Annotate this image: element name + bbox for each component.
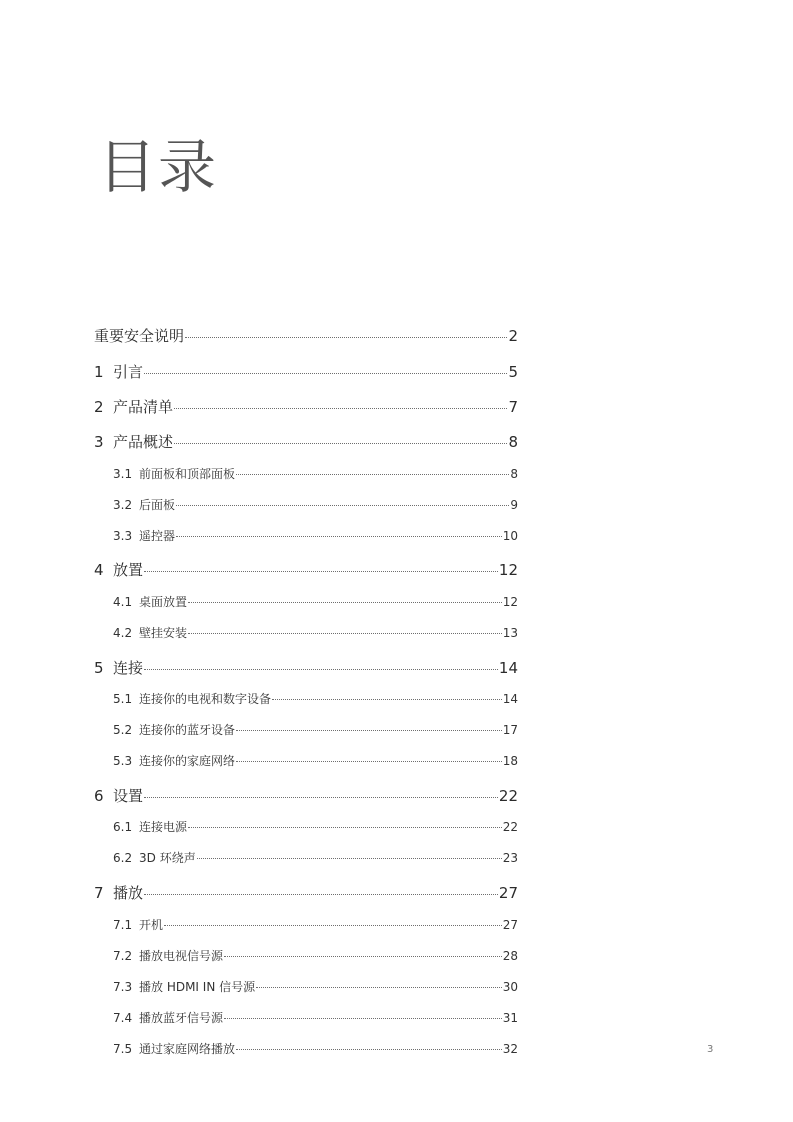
toc-subentry[interactable] (94, 978, 518, 995)
toc-leader-dots (236, 1049, 502, 1050)
toc-entry-number: 5.2 (113, 723, 133, 737)
toc-entry-number: 4 (94, 561, 104, 579)
toc-leader-dots (224, 956, 502, 957)
toc-entry-page: 17 (502, 723, 518, 737)
toc-leader-dots (144, 669, 498, 670)
toc-entry-number: 4.1 (113, 595, 133, 609)
toc-entry-number: 7.5 (113, 1042, 133, 1056)
toc-entry-page: 12 (498, 561, 518, 579)
toc-entry-page: 10 (502, 529, 518, 543)
toc-leader-dots (174, 408, 507, 409)
toc-entry-label: 连接你的电视和数字设备 (139, 692, 272, 706)
toc-leader-dots (224, 1018, 502, 1019)
toc-entry-label: 桌面放置 (139, 595, 188, 609)
toc-entry-label: 连接你的家庭网络 (139, 754, 236, 768)
toc-entry-number: 5.3 (113, 754, 133, 768)
toc-leader-dots (176, 536, 502, 537)
toc-subentry[interactable] (94, 1040, 518, 1057)
toc-entry-number: 7.2 (113, 949, 133, 963)
toc-entry-page: 22 (498, 787, 518, 805)
toc-leader-dots (164, 925, 502, 926)
toc-entry[interactable] (94, 559, 518, 580)
toc-leader-dots (174, 443, 507, 444)
toc-entry-page: 14 (498, 659, 518, 677)
toc-entry[interactable] (94, 882, 518, 903)
toc-entry-label: 放置 (113, 561, 144, 579)
toc-entry-number: 5 (94, 659, 104, 677)
toc-entry-label: 连接 (113, 659, 144, 677)
toc-entry-number: 5.1 (113, 692, 133, 706)
toc-entry-label: 引言 (113, 363, 144, 381)
toc-entry-page: 32 (502, 1042, 518, 1056)
toc-entry-page: 13 (502, 626, 518, 640)
toc-subentry[interactable] (94, 721, 518, 738)
toc-entry-page: 2 (508, 327, 518, 345)
toc-entry-label: 设置 (113, 787, 144, 805)
toc-entry-page: 30 (502, 980, 518, 994)
toc-entry-label: 播放蓝牙信号源 (139, 1011, 224, 1025)
toc-entry[interactable] (94, 431, 518, 452)
toc-entry-number: 7.4 (113, 1011, 133, 1025)
toc-entry-number: 2 (94, 398, 104, 416)
toc-entry-page: 9 (510, 498, 518, 512)
toc-leader-dots (188, 633, 502, 634)
toc-entry-page: 18 (502, 754, 518, 768)
toc-entry-page: 12 (502, 595, 518, 609)
toc-entry-number: 7.1 (113, 918, 133, 932)
toc-entry-page: 23 (502, 851, 518, 865)
toc-subentry[interactable] (94, 527, 518, 544)
toc-entry-page: 8 (508, 433, 518, 451)
toc-subentry[interactable] (94, 947, 518, 964)
toc-entry-label: 播放 (113, 884, 144, 902)
toc-entry-page: 8 (510, 467, 518, 481)
toc-entry-page: 27 (502, 918, 518, 932)
toc-leader-dots (144, 797, 498, 798)
toc-entry-label: 前面板和顶部面板 (139, 467, 236, 481)
toc-subentry[interactable] (94, 496, 518, 513)
toc-leader-dots (236, 761, 502, 762)
toc-leader-dots (144, 571, 498, 572)
toc-subentry[interactable] (94, 818, 518, 835)
toc-leader-dots (144, 373, 507, 374)
page-number: 3 (707, 1044, 714, 1055)
toc-entry-label: 重要安全说明 (94, 327, 185, 345)
toc-entry-label: 产品清单 (113, 398, 174, 416)
toc-entry-label: 播放 HDMI IN 信号源 (139, 980, 256, 994)
toc-leader-dots (188, 602, 502, 603)
toc-entry[interactable] (94, 361, 518, 382)
toc-leader-dots (236, 474, 509, 475)
toc-entry-label: 3D 环绕声 (139, 851, 196, 865)
toc-entry-number: 7 (94, 884, 104, 902)
toc-entry-page: 5 (508, 363, 518, 381)
toc-entry-number: 3.1 (113, 467, 133, 481)
toc-subentry[interactable] (94, 624, 518, 641)
toc-entry-number: 7.3 (113, 980, 133, 994)
toc-entry-label: 后面板 (139, 498, 176, 512)
toc-entry-number: 3 (94, 433, 104, 451)
toc-entry-page: 31 (502, 1011, 518, 1025)
toc-entry-label: 产品概述 (113, 433, 174, 451)
toc-entry-page: 28 (502, 949, 518, 963)
toc-subentry[interactable] (94, 690, 518, 707)
toc-entry-label: 遥控器 (139, 529, 176, 543)
toc-entry-label: 连接你的蓝牙设备 (139, 723, 236, 737)
toc-entry-label: 连接电源 (139, 820, 188, 834)
toc-entry-number: 6.2 (113, 851, 133, 865)
toc-subentry[interactable] (94, 849, 518, 866)
toc-entry-label: 通过家庭网络播放 (139, 1042, 236, 1056)
toc-entry[interactable] (94, 657, 518, 678)
toc-entry[interactable] (94, 325, 518, 346)
toc-subentry[interactable] (94, 465, 518, 482)
toc-entry[interactable] (94, 785, 518, 806)
toc-entry-page: 22 (502, 820, 518, 834)
toc-entry[interactable] (94, 396, 518, 417)
toc-subentry[interactable] (94, 1009, 518, 1026)
toc-leader-dots (188, 827, 502, 828)
toc-leader-dots (272, 699, 502, 700)
toc-entry-page: 14 (502, 692, 518, 706)
toc-entry-number: 6 (94, 787, 104, 805)
toc-leader-dots (236, 730, 502, 731)
toc-entry-number: 1 (94, 363, 104, 381)
toc-entry-number: 4.2 (113, 626, 133, 640)
toc-subentry[interactable] (94, 593, 518, 610)
page-title: 目录 (98, 133, 219, 201)
toc-subentry[interactable] (94, 916, 518, 933)
toc-entry-number: 3.3 (113, 529, 133, 543)
toc-entry-label: 播放电视信号源 (139, 949, 224, 963)
toc-entry-label: 开机 (139, 918, 164, 932)
toc-subentry[interactable] (94, 752, 518, 769)
toc-leader-dots (197, 858, 502, 859)
toc-leader-dots (176, 505, 509, 506)
toc-entry-page: 7 (508, 398, 518, 416)
toc-leader-dots (256, 987, 502, 988)
toc-entry-label: 壁挂安装 (139, 626, 188, 640)
toc-leader-dots (185, 337, 507, 338)
toc-entry-page: 27 (498, 884, 518, 902)
toc-entry-number: 3.2 (113, 498, 133, 512)
toc-leader-dots (144, 894, 498, 895)
toc-entry-number: 6.1 (113, 820, 133, 834)
